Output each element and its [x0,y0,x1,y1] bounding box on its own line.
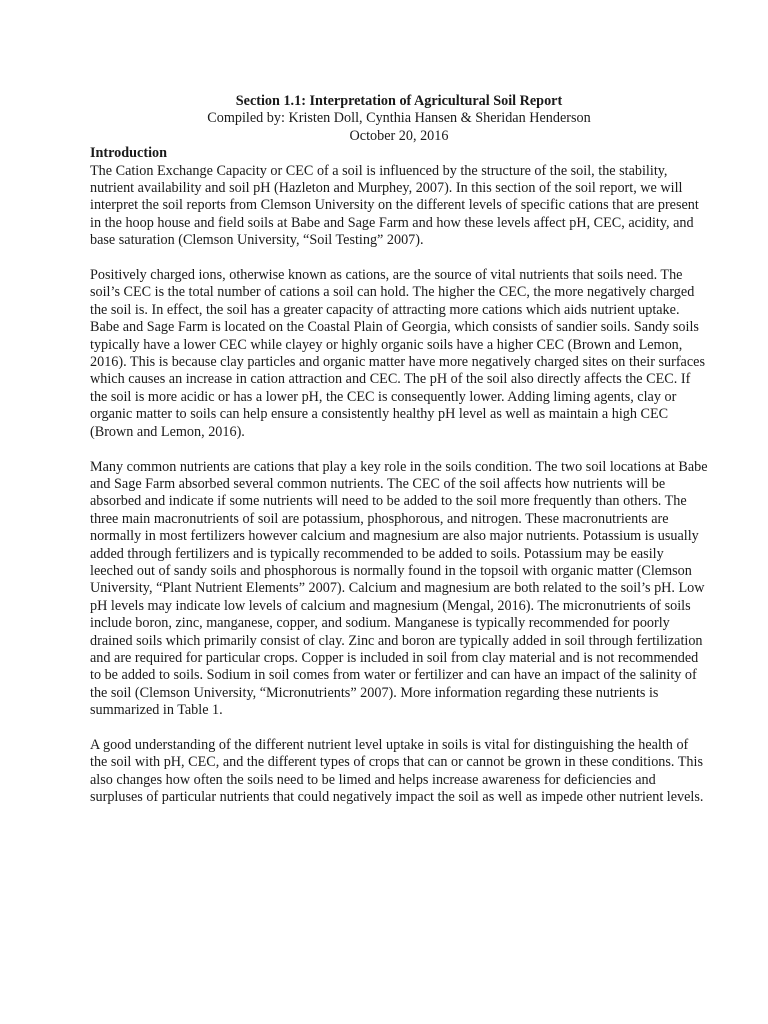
paragraph-4: A good understanding of the different nutrient level uptake in soils is vital for distinguishing the health of the soil with pH, CEC, and the different types of crops that can or cannot be grown in these conditions. This also changes how often the soils need to be limed and helps increase awareness for deficiencies and surpluses of particular nutrients that could negatively impact the soil as well as impede other nutrient levels. [90,736,704,806]
document-authors: Compiled by: Kristen Doll, Cynthia Hansen & Sheridan Henderson [207,110,591,127]
paragraph-2: Positively charged ions, otherwise known as cations, are the source of vital nutrients that soils need. The soil’s CEC is the total number of cations a soil can hold. The higher the CEC, the more negatively charged the soil is. In effect, the soil has a greater capacity of attracting more cations which aids nutrient uptake. Babe and Sage Farm is located on the Coastal Plain of Georgia, which consists of sandier soils. Sandy soils typically have a lower CEC while clayey or highly organic soils have a higher CEC (Brown and Lemon, 2016). This is because clay particles and organic matter have more negatively charged sites on their surfaces which causes an increase in cation attraction and CEC. The pH of the soil also directly affects the CEC. If the soil is more acidic or has a lower pH, the CEC is consequently lower. Adding liming agents, clay or organic matter to soils can help ensure a consistently healthy pH level as well as maintain a high CEC (Brown and Lemon, 2016). [90,267,705,440]
paragraph-3: Many common nutrients are cations that play a key role in the soils condition. The two soil locations at Babe and Sage Farm absorbed several common nutrients. The CEC of the soil affects how nutrients will be absorbed and indicate if some nutrients will need to be added to the soil more frequently than others. The three main macronutrients of soil are potassium, phosphorous, and nitrogen. These macronutrients are normally in most fertilizers however calcium and magnesium are also major nutrients. Potassium is usually added through fertilizers and is typically recommended to be added to soils. Potassium may be easily leeched out of sandy soils and phosphorous is normally found in the topsoil with organic matter (Clemson University, “Plant Nutrient Elements” 2007). Calcium and magnesium are both related to the soil’s pH. Low pH levels may indicate low levels of calcium and magnesium (Mengal, 2016). The micronutrients of soils include boron, zinc, manganese, copper, and sodium. Manganese is typically recommended for poorly drained soils which primarily consist of clay. Zinc and boron are typically added in soil through fertilization and are required for particular crops. Copper is included in soil from clay material and is not recommended to be added to soils. Sodium in soil comes from water or fertilizer and can have an impact of the salinity of the soil (Clemson University, “Micronutrients” 2007). More information regarding these nutrients is summarized in Table 1. [90,458,708,719]
section-heading: Introduction [90,145,167,162]
document-title: Section 1.1: Interpretation of Agricultural Soil Report [235,93,563,109]
document-date: October 20, 2016 [349,127,449,144]
document-page [90,93,708,824]
paragraph-1: The Cation Exchange Capacity or CEC of a soil is influenced by the structure of the soil, the stability, nutrient availability and soil pH (Hazleton and Murphey, 2007). In this section of the soil report, we will interpret the soil reports from Clemson University on the different levels of specific cations that are present in the hoop house and field soils at Babe and Sage Farm and how these levels affect pH, CEC, acidity, and base saturation (Clemson University, “Soil Testing” 2007). [90,162,699,249]
